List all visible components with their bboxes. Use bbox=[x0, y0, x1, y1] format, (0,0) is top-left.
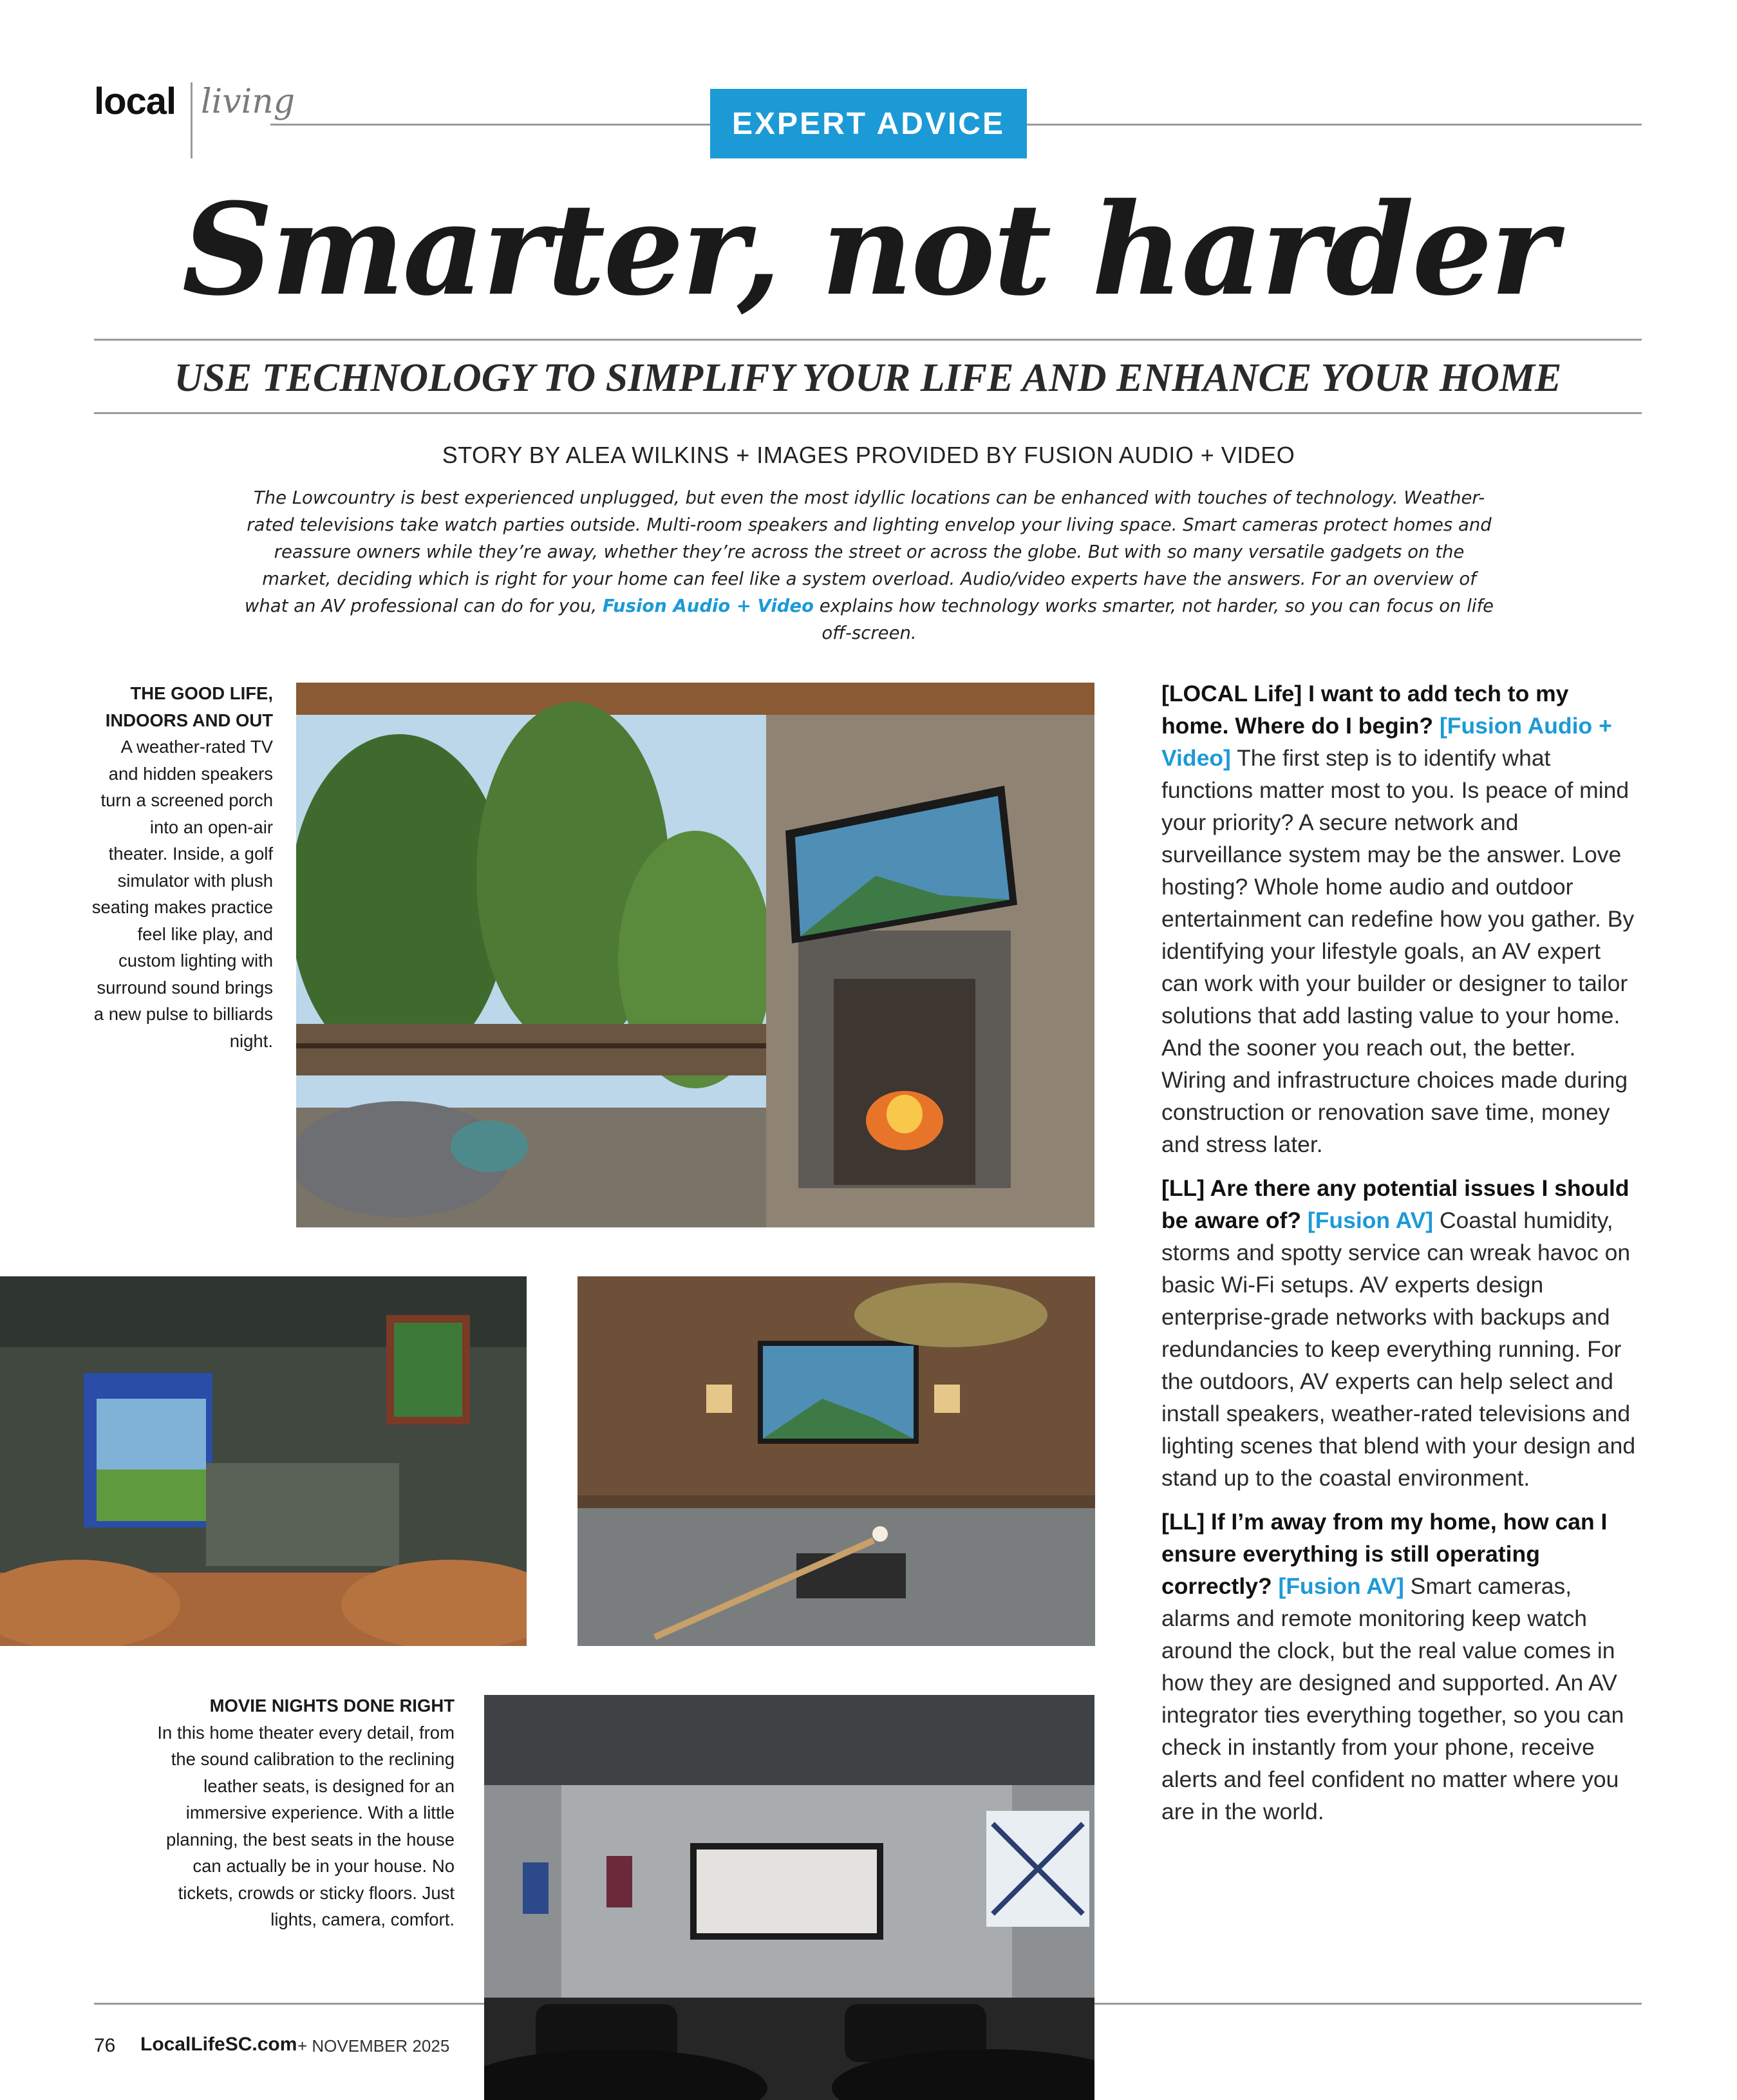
qa-block bbox=[1161, 677, 1638, 1160]
billiards-photo bbox=[577, 1276, 1095, 1646]
golf-simulator-photo bbox=[0, 1276, 527, 1646]
caption-text: A weather-rated TV and hidden speakers turn a screened porch into an open-air theater. Inside, a golf simulator with plush seating makes practice feel like play, and custom lighting with surround sound brings a new pulse to billiards night. bbox=[91, 737, 273, 1051]
intro-text-end: explains how technology works smarter, not harder, so you can focus on life off-screen. bbox=[813, 596, 1494, 643]
article-subtitle: USE TECHNOLOGY TO SIMPLIFY YOUR LIFE AND ENHANCE YOUR HOME bbox=[174, 356, 1562, 400]
footer-site-link[interactable]: LocalLifeSC.com bbox=[140, 2034, 297, 2055]
caption-text: In this home theater every detail, from the sound calibration to the reclining leather seats, is designed for an immersive experience. With a little planning, the best seats in the house can actually be in your house. No tickets, crowds or sticky floors. Just lights, camera, comfort. bbox=[157, 1722, 455, 1929]
qa-question: [LOCAL Life] I want to add tech to my home. Where do I begin? bbox=[1161, 681, 1569, 739]
caption-movie-nights bbox=[148, 1692, 455, 1933]
masthead-rule-right bbox=[1027, 124, 1642, 126]
qa-attribution: [Fusion AV] bbox=[1307, 1207, 1434, 1233]
masthead-rule-left bbox=[270, 124, 710, 126]
qa-question: [LL] Are there any potential issues I should be aware of? bbox=[1161, 1175, 1629, 1233]
title-rule-bottom bbox=[94, 412, 1642, 414]
qa-answer: Coastal humidity, storms and spotty service can wreak havoc on basic Wi-Fi setups. AV experts design enterprise-grade networks with backups and redundancies to keep everything running. For the outdoors, AV experts can help select and install speakers, weather-rated televisions and lighting scenes that blend with your design and stand up to the coastal environment. bbox=[1161, 1207, 1636, 1491]
article-title: Smarter, not harder bbox=[182, 176, 1555, 324]
qa-attribution: [Fusion AV] bbox=[1278, 1573, 1404, 1599]
caption-heading: THE GOOD LIFE, INDOORS AND OUT bbox=[105, 683, 273, 730]
fusion-audio-video-link[interactable]: Fusion Audio + Video bbox=[602, 596, 814, 616]
footer-rule-right bbox=[1094, 2003, 1642, 2005]
qa-question: [LL] If I’m away from my home, how can I ensure everything is still operating correctly? bbox=[1161, 1509, 1608, 1599]
brand-section-living: living bbox=[201, 82, 296, 121]
qa-answer: The first step is to identify what functions matter most to you. Is peace of mind your priority? A secure network and surveillance system may be the answer. Love hosting? Whole home audio and outdoor entertainment can redefine how you gather. By identifying your lifestyle goals, an AV expert can work with your builder or designer to tailor solutions that add lasting value to your home. And the sooner you reach out, the better. Wiring and infrastructure choices made during construction or renovation save time, money and stress later. bbox=[1161, 745, 1635, 1157]
home-theater-photo bbox=[484, 1695, 1094, 2100]
qa-attribution: [Fusion Audio + Video] bbox=[1161, 713, 1612, 771]
caption-heading: MOVIE NIGHTS DONE RIGHT bbox=[209, 1696, 455, 1716]
footer-rule-left bbox=[94, 2003, 484, 2005]
qa-block bbox=[1161, 1506, 1638, 1828]
byline: STORY BY ALEA WILKINS + IMAGES PROVIDED BY FUSION AUDIO + VIDEO bbox=[442, 442, 1295, 468]
footer-issue-date: + NOVEMBER 2025 bbox=[297, 2036, 450, 2056]
page-number: 76 bbox=[94, 2035, 116, 2056]
porch-photo bbox=[296, 683, 1094, 1227]
brand-divider bbox=[191, 82, 192, 158]
intro-paragraph bbox=[238, 484, 1500, 647]
intro-text-start: The Lowcountry is best experienced unplugged, but even the most idyllic locations can be enhanced with touches of technology. Weather-rated televisions take watch parties outside. Multi-room speakers and lighting envelop your living space. Smart cameras protect homes and reassure owners while they’re away, whether they’re across the street or across the globe. But with so many versatile gadgets on the market, deciding which is right for your home can feel like a system overload. Audio/video experts have the answers. For an overview of what an AV professional can do for you, bbox=[244, 487, 1492, 616]
qa-answer: Smart cameras, alarms and remote monitoring keep watch around the clock, but the real value comes in how they are designed and supported. An AV integrator ties everything together, so you can check in instantly from your phone, receive alerts and feel confident no matter where you are in the world. bbox=[1161, 1573, 1624, 1824]
title-rule-top bbox=[94, 339, 1642, 341]
section-badge: EXPERT ADVICE bbox=[710, 89, 1027, 158]
caption-good-life bbox=[90, 680, 273, 1054]
brand-logo-local: local bbox=[94, 80, 176, 122]
qa-column bbox=[1161, 677, 1638, 1839]
qa-block bbox=[1161, 1172, 1638, 1494]
